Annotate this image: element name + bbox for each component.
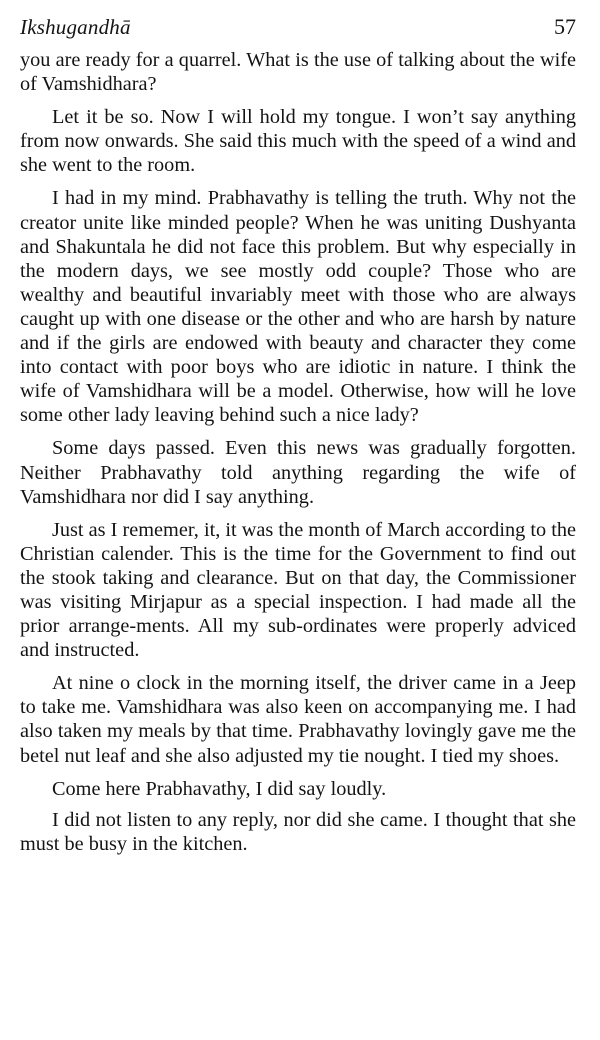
running-title: Ikshugandhā xyxy=(20,15,131,39)
paragraph-continued: you are ready for a quarrel. What is the use of talking about the wife of Vamshidhara? xyxy=(20,49,576,96)
book-page xyxy=(20,14,576,865)
paragraph: I did not listen to any reply, nor did she came. I thought that she must be busy in the kitchen. xyxy=(20,808,576,855)
page-header xyxy=(20,14,576,48)
paragraph: I had in my mind. Prabhavathy is telling the truth. Why not the creator unite like minded people? When he was uniting Dushyanta and Shakuntala he did not face this problem. But why especially in the modern days, we see mostly odd couple? Those who are wealthy and beautiful invariably meet with those who are always caught up with one disease or the other and who are harsh by nature and if the girls are endowed with beauty and character they come into contact with poor boys who are idiotic in nature. I think the wife of Vamshidhara will be a model. Otherwise, how will he love some other lady leaving behind such a nice lady? xyxy=(20,187,576,427)
paragraph: Come here Prabhavathy, I did say loudly. xyxy=(52,777,387,800)
paragraph: Some days passed. Even this news was gradually forgotten. Neither Prabhavathy told anything regarding the wife of Vamshidhara nor did I say anything. xyxy=(20,437,576,508)
paragraph: Let it be so. Now I will hold my tongue. I won’t say anything from now onwards. She said this much with the speed of a wind and she went to the room. xyxy=(20,106,576,177)
paragraph: Just as I rememer, it, it was the month of March according to the Christian calender. This is the time for the Government to find out the stook taking and clearance. But on that day, the Commissioner was visiting Mirjapur as a special inspection. I had made all the prior arrange-ments. All my sub-ordinates were properly adviced and instructed. xyxy=(20,518,576,662)
body-text xyxy=(20,48,576,856)
paragraph: At nine o clock in the morning itself, the driver came in a Jeep to take me. Vamshidhara was also keen on accompanying me. I had also taken my meals by that time. Prabhavathy lovingly gave me the betel nut leaf and she also adjusted my tie nought. I tied my shoes. xyxy=(20,672,576,767)
page-number: 57 xyxy=(554,14,576,39)
